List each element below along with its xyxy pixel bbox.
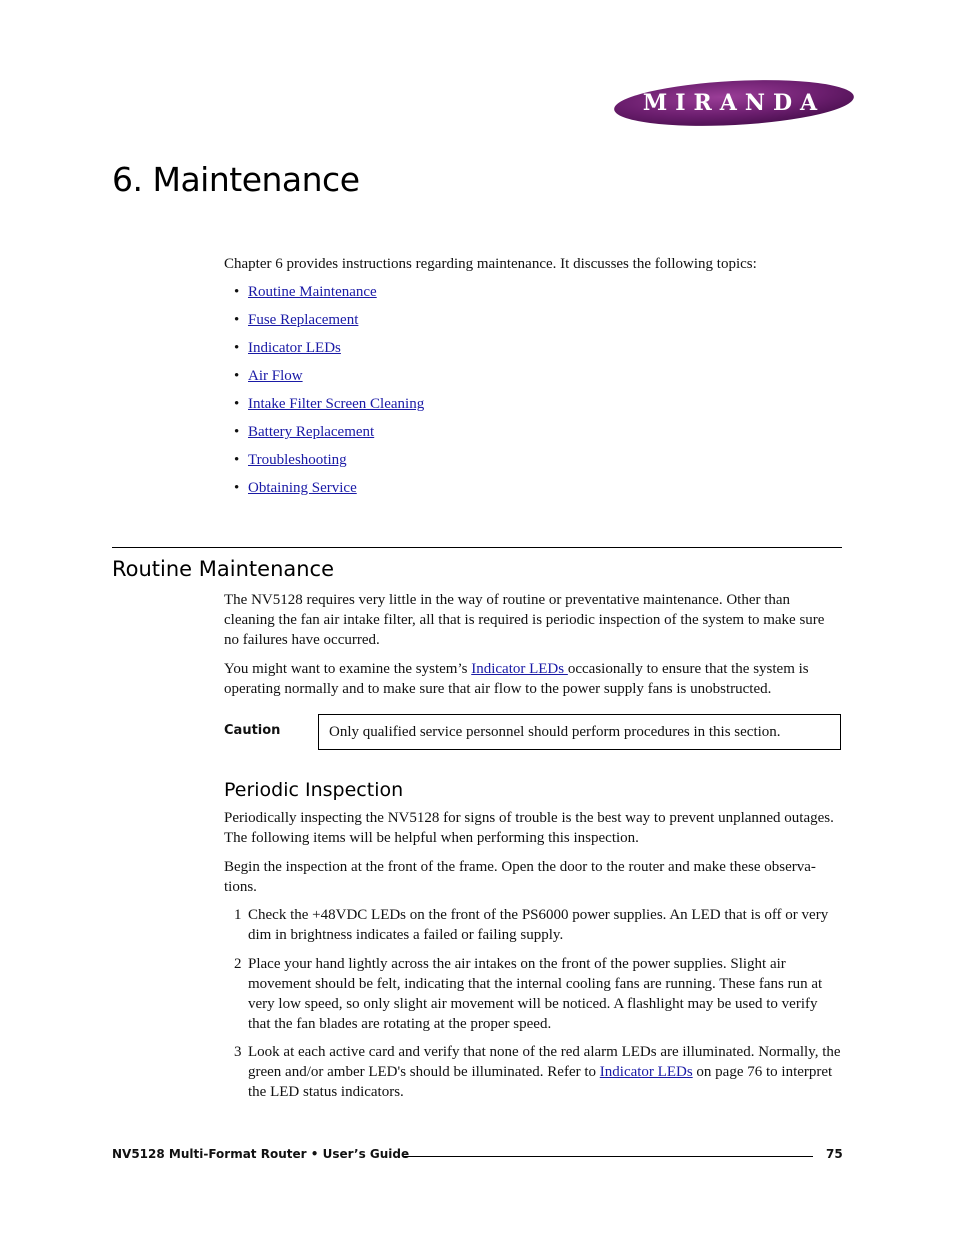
list-item: • Battery Replacement [234,424,375,440]
page-number: 75 [826,1147,843,1161]
indicator-leds-link[interactable]: Indicator LEDs [471,661,568,677]
topic-link-indicator-leds[interactable]: Indicator LEDs [248,340,341,356]
list-item: • Intake Filter Screen Cleaning [234,396,425,412]
topic-link-intake-filter[interactable]: Intake Filter Screen Cleaning [248,396,425,412]
topic-link-air-flow[interactable]: Air Flow [248,368,303,384]
footer-divider [403,1156,813,1157]
caution-box [318,714,841,750]
topic-link-routine-maintenance[interactable]: Routine Maintenance [248,284,377,300]
list-item: • Fuse Replacement [234,312,359,328]
chapter-title: 6. Maintenance [112,160,360,199]
topic-link-fuse-replacement[interactable]: Fuse Replacement [248,312,359,328]
section-heading: Routine Maintenance [112,557,335,581]
routine-paragraph-1: The NV5128 requires very little in the way of routine or preventative maintenance. Other than cleaning the fan air intake filter, all that is required is periodic inspection of the system to make sure no failures have occurred. [224,592,825,648]
list-item: • Troubleshooting [234,452,347,468]
list-item: • Routine Maintenance [234,284,377,300]
topic-link-battery-replacement[interactable]: Battery Replacement [248,424,375,440]
intro-paragraph: Chapter 6 provides instructions regarding maintenance. It discusses the following topics: [224,256,757,272]
subsection-heading: Periodic Inspection [224,779,404,801]
topic-link-obtaining-service[interactable]: Obtaining Service [248,480,357,496]
caution-label: Caution [224,723,281,738]
step-number: 3 [234,1044,242,1060]
step-text: Check the +48VDC LEDs on the front of the PS6000 power supplies. An LED that is off or very dim in brightness indicates a failed or failing supply. [248,907,829,943]
caution-text: Only qualified service personnel should perform procedures in this section. [329,724,781,740]
list-item: • Indicator LEDs [234,340,341,356]
step-item [234,1042,842,1102]
step-item [234,954,842,1034]
inspection-paragraph-2: Begin the inspection at the front of the frame. Open the door to the router and make these observations. [224,859,816,895]
footer-title: NV5128 Multi-Format Router • User’s Guide [112,1147,410,1161]
inspection-paragraph-1: Periodically inspecting the NV5128 for signs of trouble is the best way to prevent unplanned outages. The following items will be helpful when performing this inspection. [224,810,834,846]
step-text: Place your hand lightly across the air intakes on the front of the power supplies. Slight air movement should be felt, indicating that the internal cooling fans are running. These fans run at very low speed, so only slight air movement will be noticed. A flashlight may be used to verify that the fan blades are rotating at the proper speed. [248,956,823,1032]
miranda-logo [612,78,856,128]
step-item [234,905,842,945]
topic-list [234,282,424,506]
step-number: 2 [234,956,242,972]
step-number: 1 [234,907,242,923]
indicator-leds-link[interactable]: Indicator LEDs [599,1064,693,1080]
section-divider [112,547,842,548]
list-item: • Air Flow [234,368,303,384]
step-text: Look at each active card and verify that none of the red alarm LEDs are illuminated. Normally, the green and/or amber LED's should be illuminated. Refer to Indicator LEDs on page 76 to interpret the LED status indicators. [248,1044,841,1100]
topic-link-troubleshooting[interactable]: Troubleshooting [248,452,347,468]
logo-wordmark: MIRANDA [642,90,826,116]
routine-paragraph-2: You might want to examine the system’s Indicator LEDs occasionally to ensure that the system is operating normally and to make sure that air flow to the power supply fans is unobstructed. [224,661,809,697]
list-item: • Obtaining Service [234,480,357,496]
